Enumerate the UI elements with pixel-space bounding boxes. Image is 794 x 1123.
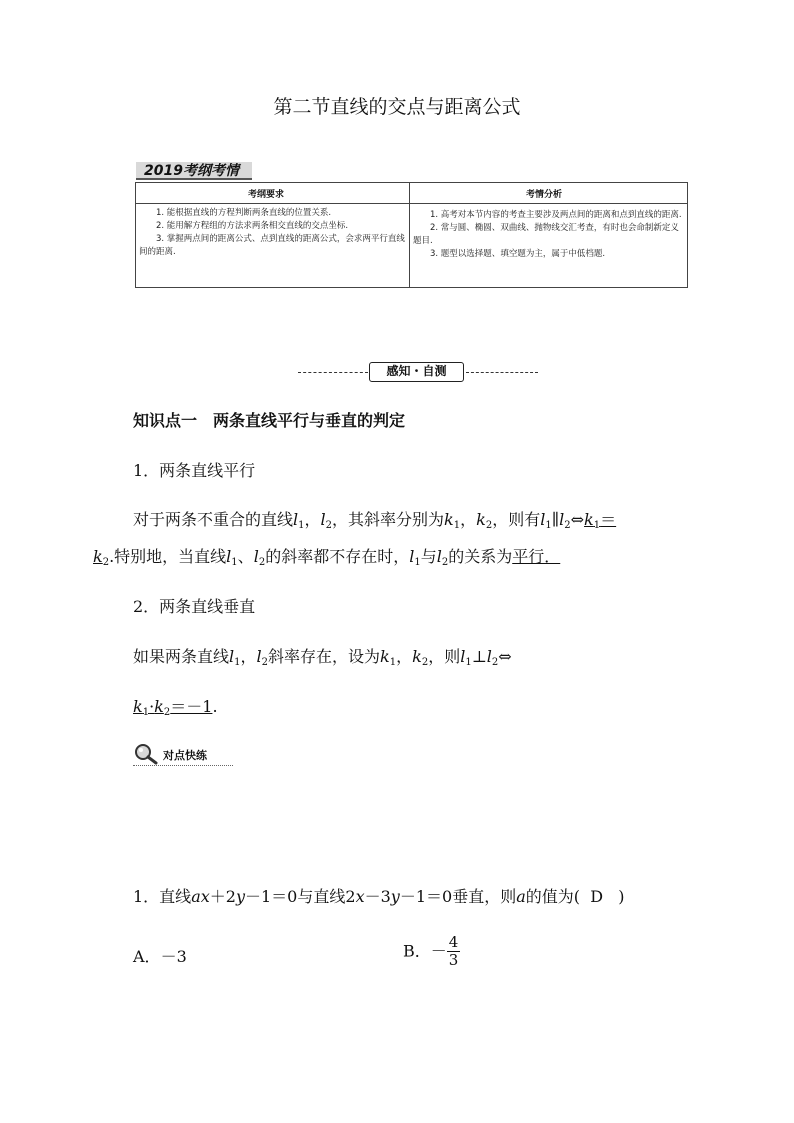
perpendicular-paragraph: 如果两条直线$l_1$，$l_2$斜率存在，设为$k_1$，$k_2$，则$l_1\perp l_2\Leftrightarrow$ <box>133 647 512 668</box>
question-1-answer: D <box>590 887 604 906</box>
exam-analysis-2: 2. 常与圆、椭圆、双曲线、抛物线交汇考查，有时也会命制新定义题目. <box>413 223 679 246</box>
practice-label <box>133 743 233 766</box>
exam-requirement-2: 2. 能用解方程组的方法求两条相交直线的交点坐标. <box>156 221 349 231</box>
perpendicular-answer-line: $k_1\cdot k_2=-1$. <box>133 697 218 718</box>
exam-table-divider <box>409 183 410 287</box>
section-divider-left <box>298 372 368 373</box>
knowledge-heading: 知识点一 两条直线平行与垂直的判定 <box>133 411 406 430</box>
option-b-fraction: $\frac{4}{3}$ <box>448 933 459 969</box>
parallel-relation-answer: 平行． <box>512 547 561 566</box>
exam-section-label: 2019考纲考情 <box>136 162 252 180</box>
question-1: 1．直线ax＋2y－1＝0与直线2x－3y－1＝0垂直，则a的值为( D ) <box>133 887 625 906</box>
option-b: B．－ $\frac{4}{3}$ <box>403 933 459 969</box>
parallel-answer-blank-2: $k_2$ <box>93 547 110 568</box>
parallel-answer-blank-1: $k_1=$ <box>584 510 617 531</box>
section-divider-right <box>466 372 538 373</box>
exam-analysis-3: 3. 题型以选择题、填空题为主，属于中低档题. <box>430 249 606 259</box>
exam-requirement-3: 3. 掌握两点间的距离公式、点到直线的距离公式，会求两平行直线间的距离. <box>139 234 405 257</box>
parallel-heading: 1．两条直线平行 <box>133 461 256 480</box>
page-title: 第二节直线的交点与距离公式 <box>273 96 521 118</box>
exam-requirement-1: 1. 能根据直线的方程判断两条直线的位置关系. <box>156 208 332 218</box>
magnifier-icon <box>133 743 159 765</box>
section-label: 感知・自测 <box>369 362 464 382</box>
exam-table-header <box>136 183 687 204</box>
practice-label-text: 对点快练 <box>163 749 207 762</box>
exam-col1-header: 考纲要求 <box>248 190 285 200</box>
exam-col2-header: 考情分析 <box>526 190 563 200</box>
exam-table <box>135 182 688 288</box>
option-a: A．－3 <box>133 947 187 966</box>
perpendicular-answer: $k_1\cdot k_2=-1$ <box>133 697 213 718</box>
perpendicular-heading: 2．两条直线垂直 <box>133 597 256 616</box>
parallel-paragraph-line1: 对于两条不重合的直线$l_1$，$l_2$，其斜率分别为$k_1$，$k_2$，则有$l_1\parallel l_2\Leftrightarrow k_1=$ <box>133 510 617 531</box>
exam-analysis-1: 1. 高考对本节内容的考查主要涉及两点间的距离和点到直线的距离. <box>430 210 682 220</box>
parallel-paragraph-line2: $k_2$.特别地，当直线$l_1$、$l_2$的斜率都不存在时，$l_1$与$l_2$的关系为平行． <box>93 547 561 568</box>
exam-col1-cell <box>139 207 406 259</box>
exam-col2-cell <box>413 209 685 261</box>
